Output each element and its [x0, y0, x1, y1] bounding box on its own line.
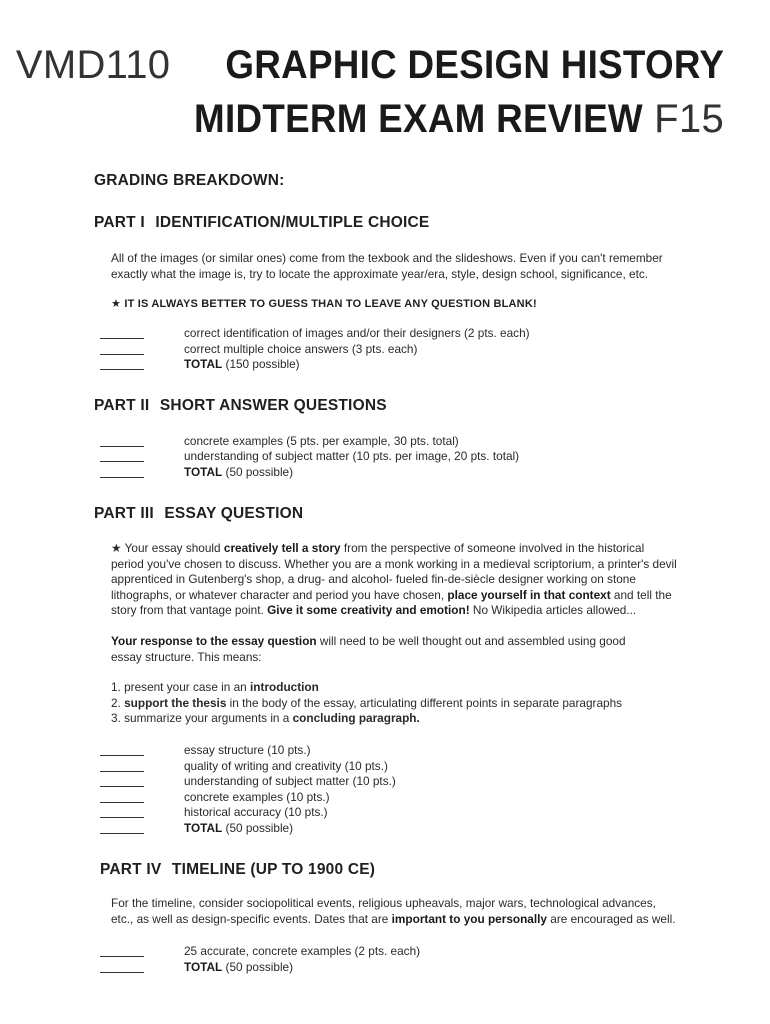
title-line-1 [16, 38, 724, 92]
score-label: quality of writing and creativity (10 pts.) [184, 759, 388, 773]
score-blank [100, 789, 144, 803]
score-label: (50 possible) [222, 821, 294, 835]
score-blank [100, 464, 144, 478]
part3-title: ESSAY QUESTION [164, 505, 304, 522]
score-label: 25 accurate, concrete examples (2 pts. each) [184, 944, 421, 958]
part1-paragraph-line1: All of the images (or similar ones) come from the texbook and the slideshows. Even if you can't remember [111, 251, 663, 265]
total-label: TOTAL [184, 465, 223, 479]
part2-heading [94, 397, 387, 415]
score-label: correct identification of images and/or their designers (2 pts. each) [184, 326, 530, 340]
total-label: TOTAL [184, 821, 223, 835]
part1-number: PART I [94, 214, 145, 231]
part4-title: TIMELINE (UP TO 1900 CE) [171, 861, 376, 878]
list-item: 2. support the thesis in the body of the essay, articulating different points in separate paragraphs [111, 695, 623, 710]
score-label: correct multiple choice answers (3 pts. each) [184, 342, 418, 356]
title-line-2 [16, 92, 724, 146]
score-label: (150 possible) [222, 357, 300, 371]
part4-heading [100, 861, 375, 879]
score-label: understanding of subject matter (10 pts.) [184, 774, 396, 788]
score-blank [100, 325, 144, 339]
part1-heading [94, 214, 429, 232]
part4-number: PART IV [100, 861, 162, 878]
part3-number: PART III [94, 505, 154, 522]
part1-paragraph-line2: exactly what the image is, try to locate the approximate year/era, style, design school, significance, etc. [111, 266, 649, 281]
part2-title: SHORT ANSWER QUESTIONS [159, 397, 387, 414]
list-item: 3. summarize your arguments in a concluding paragraph. [111, 711, 420, 726]
list-item: 1. present your case in an introduction [111, 680, 319, 694]
score-label: (50 possible) [222, 465, 294, 479]
score-blank [100, 758, 144, 772]
essay-instructions: ★ Your essay should creatively tell a story from the perspective of someone involved in the historical period you've chosen to discuss. Whether you are a monk working in a medieval scriptorium, a printer's devil apprenticed in Gutenberg's shop, a drug- and alcohol- fueled fin-de-siècle designer working on stone lithographs, or whatever character and period you have chosen, place yourself in that context and tell the story from that vantage point. Give it some creativity and emotion! No Wikipedia articles allowed... [111, 541, 677, 618]
score-blank [100, 742, 144, 756]
score-blank [100, 773, 144, 787]
score-label: (50 possible) [222, 960, 294, 974]
score-blank [100, 433, 144, 447]
score-label: historical accuracy (10 pts.) [184, 805, 328, 819]
score-label: essay structure (10 pts.) [184, 743, 311, 757]
grading-heading: GRADING BREAKDOWN: [94, 172, 285, 189]
course-name: GRAPHIC DESIGN HISTORY [225, 43, 724, 87]
score-blank [100, 943, 144, 957]
term: F15 [654, 97, 724, 141]
essay-response-note: Your response to the essay question will need to be well thought out and assembled using good essay structure. This means: [111, 634, 626, 664]
guess-note: ★ IT IS ALWAYS BETTER TO GUESS THAN TO LEAVE ANY QUESTION BLANK! [111, 298, 537, 310]
part3-heading [94, 505, 303, 523]
timeline-instructions: For the timeline, consider sociopolitical events, religious upheavals, major wars, technological advances, etc., as well as design-specific events. Dates that are important to you personally are encouraged as well. [111, 896, 676, 926]
score-blank [100, 356, 144, 370]
document-title [16, 38, 724, 146]
score-label: concrete examples (5 pts. per example, 30 pts. total) [184, 434, 459, 448]
essay-structure-list [111, 680, 622, 727]
part1-title: IDENTIFICATION/MULTIPLE CHOICE [155, 214, 430, 231]
score-blank [100, 820, 144, 834]
exam-name: MIDTERM EXAM REVIEW [193, 97, 643, 141]
score-label: understanding of subject matter (10 pts. per image, 20 pts. total) [184, 449, 520, 463]
score-blank [100, 959, 144, 973]
part1-paragraph [111, 251, 681, 282]
score-blank [100, 448, 144, 462]
score-label: concrete examples (10 pts.) [184, 790, 330, 804]
score-blank [100, 804, 144, 818]
part2-number: PART II [94, 397, 150, 414]
score-blank [100, 341, 144, 355]
total-label: TOTAL [184, 357, 223, 371]
course-code: VMD110 [15, 43, 171, 87]
total-label: TOTAL [184, 960, 223, 974]
